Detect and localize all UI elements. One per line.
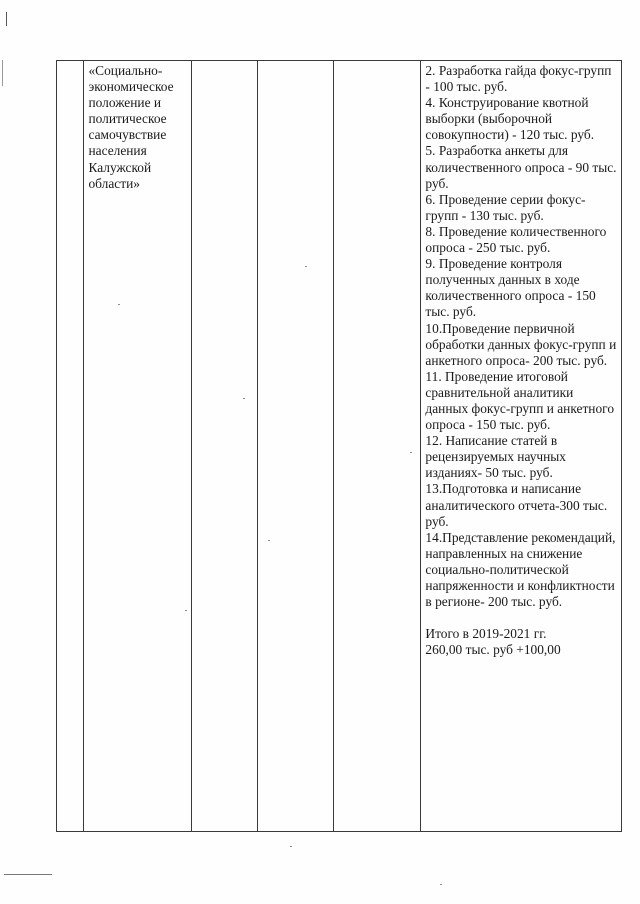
scan-speck <box>440 884 442 885</box>
research-topic-text: «Социально- экономическое положение и политическое самочувствие населения Калужской области» <box>88 63 174 191</box>
scan-speck <box>290 846 292 847</box>
scan-mark-bottom <box>4 874 52 875</box>
cost-item: 2. Разработка гайда фокус-групп - 100 тыс. руб. <box>425 63 612 95</box>
cost-item: 10.Проведение первичной обработки данных фокус-групп и анкетного опроса- 200 тыс. руб. <box>425 320 617 368</box>
table-cell-empty-5 <box>333 61 421 832</box>
document-table <box>56 60 622 832</box>
scan-speck <box>268 540 270 541</box>
scan-speck <box>305 266 307 267</box>
scan-speck <box>243 398 245 399</box>
cost-items-list <box>425 63 618 610</box>
cost-item: 4. Конструирование квотной выборки (выборочной совокупности) - 120 тыс. руб. <box>425 95 595 143</box>
table-cell-index <box>57 61 84 832</box>
document-table-wrap <box>56 60 622 832</box>
cost-item: 14.Представление рекомендаций, направленных на снижение социально-политической напряженности и конфликтности в регионе- 200 тыс. руб. <box>425 529 616 610</box>
scan-mark-top <box>6 12 7 26</box>
scan-speck <box>185 610 187 611</box>
table-cell-costs <box>421 61 622 832</box>
total-block <box>425 626 618 658</box>
cost-item: 13.Подготовка и написание аналитического отчета-300 тыс. руб. <box>425 481 608 529</box>
total-period-line: Итого в 2019-2021 гг. <box>425 626 547 642</box>
cost-item: 12. Написание статей в рецензируемых научных изданиях- 50 тыс. руб. <box>425 433 567 481</box>
cost-item: 6. Проведение серии фокус-групп - 130 тыс. руб. <box>425 191 586 223</box>
cost-item: 11. Проведение итоговой сравнительной аналитики данных фокус-групп и анкетного опроса - 150 тыс. руб. <box>425 368 615 433</box>
scan-speck <box>118 304 120 305</box>
table-cell-empty-3 <box>192 61 257 832</box>
cost-item: 9. Проведение контроля полученных данных в ходе количественного опроса - 150 тыс. руб. <box>425 256 596 320</box>
scan-mark-left <box>2 60 3 86</box>
cost-item: 8. Проведение количественного опроса - 250 тыс. руб. <box>425 223 607 256</box>
cost-item: 5. Разработка анкеты для количественного опроса - 90 тыс. руб. <box>425 143 617 191</box>
table-cell-topic <box>84 61 192 832</box>
table-row <box>57 61 622 832</box>
total-amount-line: 260,00 тыс. руб +100,00 <box>425 642 561 658</box>
scan-speck <box>410 452 412 453</box>
table-cell-empty-4 <box>257 61 333 832</box>
